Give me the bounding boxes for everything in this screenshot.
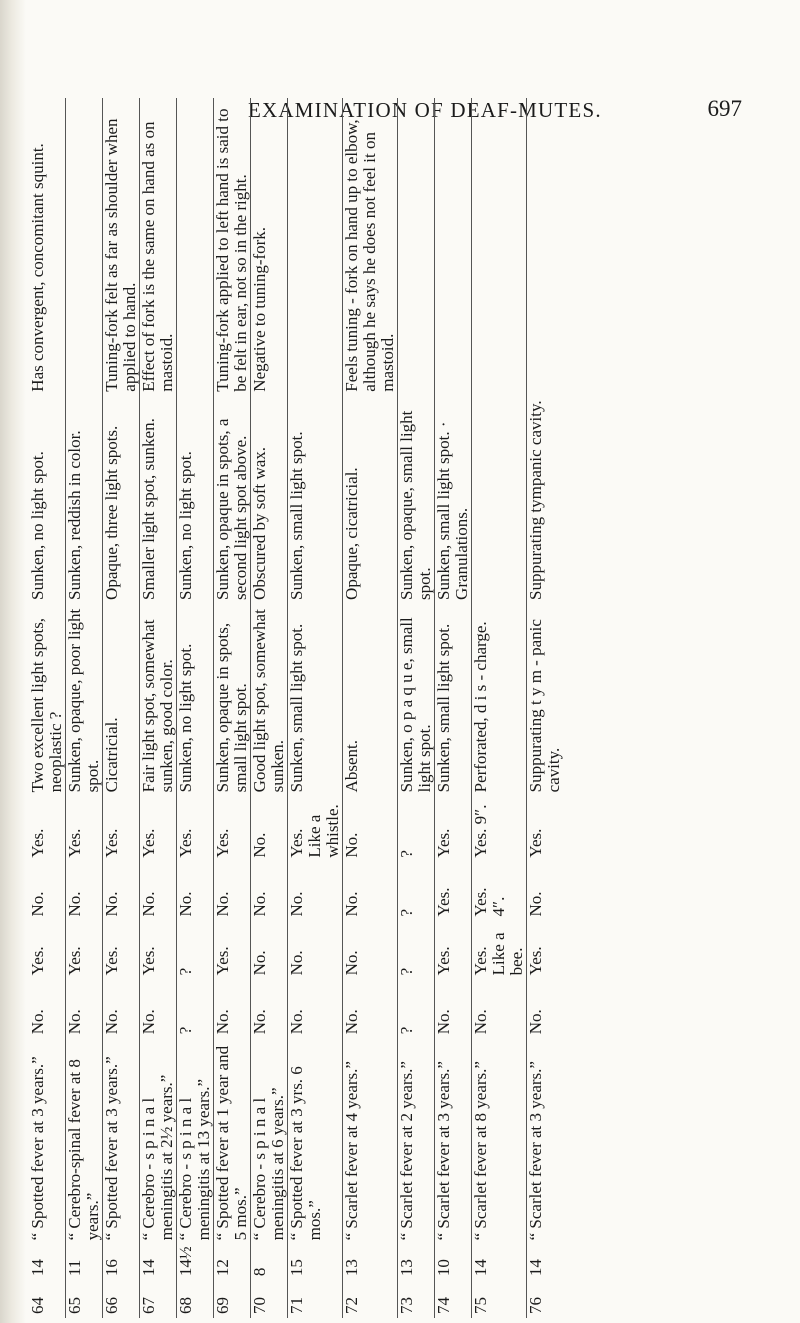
age-cell: 16 bbox=[103, 1244, 140, 1280]
case-number-cell: 76 bbox=[526, 1297, 546, 1314]
right-membrane-cell: Sunken, opaque, poor light spot. bbox=[66, 604, 103, 796]
case-number-cell: 71 bbox=[288, 1280, 343, 1318]
response-cell-4: Yes. bbox=[214, 796, 251, 861]
case-number-cell: 72 bbox=[343, 1280, 398, 1318]
cause-cell: “ Scarlet fever at 2 years.” bbox=[398, 1038, 435, 1244]
response-cell-2: Yes. bbox=[526, 946, 546, 976]
case-number-cell: 75 bbox=[472, 1280, 527, 1318]
cause-cell: “ Cerebro-spinal fever at 8 years.” bbox=[66, 1038, 103, 1244]
age-cell: 8 bbox=[251, 1244, 288, 1280]
response-cell-2: ? bbox=[398, 920, 435, 979]
age-cell: 12 bbox=[214, 1244, 251, 1280]
response-cell-1: No. bbox=[288, 979, 343, 1038]
cause-cell: “ Spotted fever at 3 years.” bbox=[103, 1038, 140, 1244]
case-number-cell: 69 bbox=[214, 1280, 251, 1318]
response-cell-3: No. bbox=[214, 862, 251, 921]
table-row bbox=[66, 98, 103, 1318]
left-membrane-cell: Obscured by soft wax. bbox=[251, 396, 288, 604]
cause-cell: “ Scarlet fever at 4 years.” bbox=[343, 1038, 398, 1244]
table-row bbox=[140, 98, 177, 1318]
response-cell-4: ? bbox=[398, 796, 435, 861]
table-row bbox=[251, 98, 288, 1318]
cause-cell: “ Spotted fever at 3 yrs. 6 mos.” bbox=[288, 1038, 343, 1244]
remarks-cell bbox=[527, 98, 564, 396]
response-cell-3: ? bbox=[398, 862, 435, 921]
response-cell-4: Yes. bbox=[103, 796, 140, 861]
right-membrane-cell: Suppurating t y m - panic cavity. bbox=[526, 619, 564, 793]
right-membrane-cell: Sunken, no light spot. bbox=[177, 604, 214, 796]
table-row bbox=[177, 98, 214, 1318]
table-row bbox=[103, 98, 140, 1318]
response-cell-1: No. bbox=[103, 979, 140, 1038]
left-membrane-cell: Opaque, three light spots. bbox=[103, 396, 140, 604]
table-row bbox=[29, 98, 66, 1318]
response-cell-1: No. bbox=[472, 979, 527, 1038]
case-number-cell: 67 bbox=[140, 1280, 177, 1318]
right-membrane-cell: Good light spot, somewhat sunken. bbox=[251, 604, 288, 796]
cause-cell: “ Cerebro - s p i n a l meningitis at 13 years.” bbox=[177, 1038, 214, 1244]
table-row bbox=[527, 98, 564, 1318]
response-cell-4: Yes. bbox=[29, 796, 66, 861]
remarks-cell: Feels tuning - fork on hand up to elbow, although he says he does not feel it on mastoid. bbox=[343, 98, 398, 396]
right-membrane-cell: Sunken, opaque in spots, small light spot. bbox=[214, 604, 251, 796]
response-cell-2: Yes. bbox=[103, 920, 140, 979]
case-number-cell: 70 bbox=[251, 1280, 288, 1318]
response-cell-3: No. bbox=[29, 862, 66, 921]
case-number-cell: 73 bbox=[398, 1280, 435, 1318]
table-row bbox=[343, 98, 398, 1318]
cause-cell: “ Cerebro - s p i n a l meningitis at 2½ years.” bbox=[140, 1038, 177, 1244]
cause-cell: “ Spotted fever at 3 years.” bbox=[29, 1038, 66, 1244]
response-cell-2: Yes. bbox=[29, 920, 66, 979]
response-cell-3: No. bbox=[288, 862, 343, 921]
response-cell-4: Yes. Like a whistle. bbox=[288, 796, 343, 861]
right-membrane-cell: Two excellent light spots, neoplastic ? bbox=[29, 604, 66, 796]
response-cell-4: No. bbox=[251, 796, 288, 861]
remarks-cell bbox=[435, 98, 472, 396]
response-cell-2: Yes. bbox=[140, 920, 177, 979]
table-row bbox=[398, 98, 435, 1318]
left-membrane-cell: Sunken, reddish in color. bbox=[66, 396, 103, 604]
age-cell: 15 bbox=[288, 1244, 343, 1280]
table-row bbox=[435, 98, 472, 1318]
response-cell-3: No. bbox=[526, 891, 546, 917]
remarks-cell: Tuning-fork applied to left hand is said to be felt in ear, not so in the right. bbox=[214, 98, 251, 396]
response-cell-3: Yes. bbox=[435, 862, 472, 921]
remarks-cell: Tuning-fork felt as far as shoulder when applied to hand. bbox=[103, 98, 140, 396]
response-cell-2: ? bbox=[177, 920, 214, 979]
response-cell-4: Yes. bbox=[435, 796, 472, 861]
response-cell-3: Yes. 4″. bbox=[472, 862, 527, 921]
response-cell-1: No. bbox=[435, 979, 472, 1038]
response-cell-3: No. bbox=[343, 862, 398, 921]
cause-cell: “ Scarlet fever at 8 years.” bbox=[472, 1038, 527, 1244]
right-membrane-cell: Sunken, small light spot. bbox=[435, 604, 472, 796]
right-membrane-cell: Absent. bbox=[343, 604, 398, 796]
age-cell: 13 bbox=[398, 1244, 435, 1280]
left-membrane-cell: Sunken, opaque, small light spot. bbox=[398, 396, 435, 604]
response-cell-4: Yes. bbox=[66, 796, 103, 861]
left-membrane-cell: Sunken, small light spot. bbox=[288, 396, 343, 604]
left-membrane-cell: Smaller light spot, sunken. bbox=[140, 396, 177, 604]
age-cell: 10 bbox=[435, 1244, 472, 1280]
case-number-cell: 64 bbox=[29, 1280, 66, 1318]
cause-cell: “ Spotted fever at 1 year and 5 mos.” bbox=[214, 1038, 251, 1244]
left-membrane-cell: Opaque, cicatricial. bbox=[343, 396, 398, 604]
table-row bbox=[214, 98, 251, 1318]
cause-cell: “ Scarlet fever at 3 years.” bbox=[526, 1061, 546, 1241]
response-cell-1: No. bbox=[214, 979, 251, 1038]
table-row bbox=[288, 98, 343, 1318]
left-membrane-cell: Sunken, no light spot. bbox=[29, 396, 66, 604]
left-membrane-cell: Suppurating tympanic cavity. bbox=[526, 400, 546, 600]
response-cell-1: No. bbox=[343, 979, 398, 1038]
response-cell-2: Yes. bbox=[435, 920, 472, 979]
cause-cell: “ Scarlet fever at 3 years.” bbox=[435, 1038, 472, 1244]
response-cell-1: ? bbox=[177, 979, 214, 1038]
age-cell: 11 bbox=[66, 1244, 103, 1280]
right-membrane-cell: Fair light spot, somewhat sunken, good color. bbox=[140, 604, 177, 796]
running-title: EXAMINATION OF DEAF-MUTES. bbox=[248, 98, 602, 122]
cause-cell: “ Cerebro - s p i n a l meningitis at 6 years.” bbox=[251, 1038, 288, 1244]
left-membrane-cell bbox=[472, 396, 527, 604]
case-number-cell: 74 bbox=[435, 1280, 472, 1318]
response-cell-2: Yes. Like a bee. bbox=[472, 920, 527, 979]
page-number: 697 bbox=[707, 96, 742, 121]
response-cell-3: No. bbox=[103, 862, 140, 921]
left-membrane-cell: Sunken, small light spot. · Granulations. bbox=[435, 396, 472, 604]
response-cell-2: No. bbox=[251, 920, 288, 979]
response-cell-1: No. bbox=[29, 979, 66, 1038]
response-cell-3: No. bbox=[140, 862, 177, 921]
age-cell: 14 bbox=[472, 1244, 527, 1280]
response-cell-3: No. bbox=[251, 862, 288, 921]
response-cell-4: Yes. bbox=[177, 796, 214, 861]
remarks-cell: Negative to tuning-fork. bbox=[251, 98, 288, 396]
response-cell-4: No. bbox=[343, 796, 398, 861]
right-membrane-cell: Cicatricial. bbox=[103, 604, 140, 796]
age-cell: 14 bbox=[29, 1244, 66, 1280]
remarks-cell bbox=[177, 98, 214, 396]
case-number-cell: 68 bbox=[177, 1280, 214, 1318]
rotated-table-block bbox=[29, 98, 771, 1318]
response-cell-2: Yes. bbox=[66, 920, 103, 979]
case-number-cell: 66 bbox=[103, 1280, 140, 1318]
response-cell-2: Yes. bbox=[214, 920, 251, 979]
age-cell: 14 bbox=[140, 1244, 177, 1280]
remarks-cell bbox=[288, 98, 343, 396]
response-cell-2: No. bbox=[343, 920, 398, 979]
response-cell-4: Yes. bbox=[140, 796, 177, 861]
table-row bbox=[472, 98, 527, 1318]
remarks-cell bbox=[398, 98, 435, 396]
right-membrane-cell: Perforated, d i s - charge. bbox=[472, 604, 527, 796]
left-membrane-cell: Sunken, opaque in spots, a second light spot above. bbox=[214, 396, 251, 604]
remarks-cell bbox=[66, 98, 103, 396]
left-membrane-cell: Sunken, no light spot. bbox=[177, 396, 214, 604]
response-cell-1: ? bbox=[398, 979, 435, 1038]
response-cell-1: No. bbox=[66, 979, 103, 1038]
response-cell-4: Yes. 9″. bbox=[472, 796, 527, 861]
age-cell: 14½ bbox=[177, 1244, 214, 1280]
response-cell-3: No. bbox=[66, 862, 103, 921]
response-cell-1: No. bbox=[251, 979, 288, 1038]
remarks-cell: Effect of fork is the same on hand as on mastoid. bbox=[140, 98, 177, 396]
book-binding-edge bbox=[0, 0, 26, 1323]
response-cell-2: No. bbox=[288, 920, 343, 979]
remarks-cell: Has convergent, concomitant squint. bbox=[29, 98, 66, 396]
remarks-cell bbox=[472, 98, 527, 396]
right-membrane-cell: Sunken, o p a q u e, small light spot. bbox=[398, 604, 435, 796]
response-cell-1: No. bbox=[140, 979, 177, 1038]
age-cell: 13 bbox=[343, 1244, 398, 1280]
response-cell-3: No. bbox=[177, 862, 214, 921]
right-membrane-cell: Sunken, small light spot. bbox=[288, 604, 343, 796]
age-cell: 14 bbox=[526, 1259, 546, 1277]
response-cell-1: No. bbox=[526, 1009, 546, 1035]
case-number-cell: 65 bbox=[66, 1280, 103, 1318]
response-cell-4: Yes. bbox=[526, 828, 546, 858]
deaf-mute-examination-table bbox=[29, 98, 563, 1318]
